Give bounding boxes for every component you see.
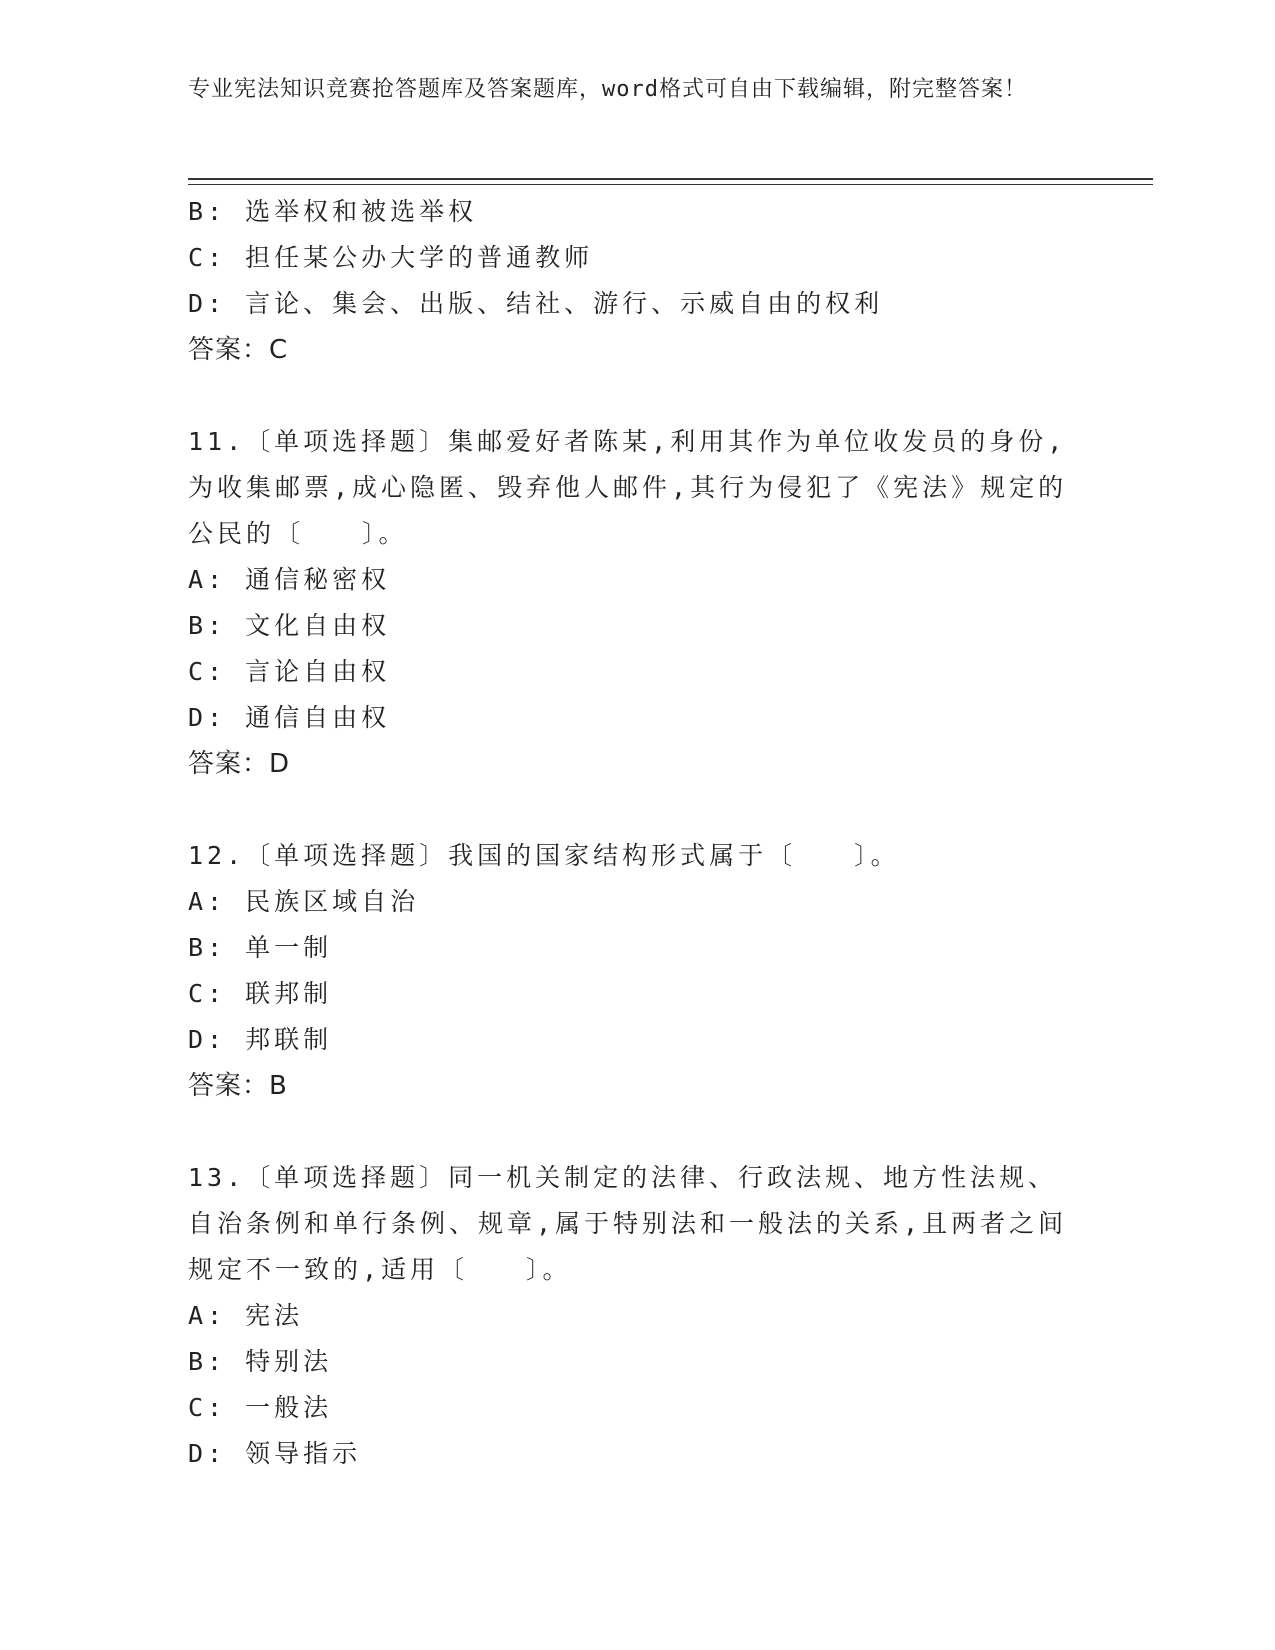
option-d: D: 通信自由权: [188, 703, 391, 732]
option-b: B: 单一制: [188, 933, 333, 962]
spacer: [188, 373, 1088, 419]
option-a: A: 民族区域自治: [188, 887, 420, 916]
option-c: C: 联邦制: [188, 979, 333, 1008]
option-b: B: 特别法: [188, 1347, 333, 1376]
option-c: C: 言论自由权: [188, 657, 391, 686]
header-rule-thick: [188, 178, 1153, 180]
question-stem: 11.〔单项选择题〕集邮爱好者陈某,利用其作为单位收发员的身份,为收集邮票,成心隐匿、毁弃他人邮件,其行为侵犯了《宪法》规定的公民的〔 〕。: [188, 427, 1068, 548]
option-a: A: 通信秘密权: [188, 565, 391, 594]
question-content: [188, 189, 1088, 1477]
question-12: [188, 833, 1088, 1109]
option-d: D: 言论、集会、出版、结社、游行、示威自由的权利: [188, 289, 884, 318]
answer-line: 答案：D: [188, 749, 291, 779]
option-c: C: 担任某公办大学的普通教师: [188, 243, 594, 272]
header-rule-thin: [188, 184, 1153, 185]
question-stem: 12.〔单项选择题〕我国的国家结构形式属于〔 〕。: [188, 841, 900, 870]
question-stem: 13.〔单项选择题〕同一机关制定的法律、行政法规、地方性法规、自治条例和单行条例、规章,属于特别法和一般法的关系,且两者之间规定不一致的,适用〔 〕。: [188, 1163, 1068, 1284]
answer-line: 答案：B: [188, 1071, 288, 1101]
spacer: [188, 787, 1088, 833]
question-11: [188, 419, 1088, 787]
question-13: [188, 1155, 1088, 1477]
option-b: B: 文化自由权: [188, 611, 391, 640]
answer-line: 答案：C: [188, 335, 289, 365]
option-c: C: 一般法: [188, 1393, 333, 1422]
document-header: 专业宪法知识竞赛抢答题库及答案题库，word格式可自由下载编辑，附完整答案！: [188, 77, 1027, 102]
option-a: A: 宪法: [188, 1301, 304, 1330]
spacer: [188, 1109, 1088, 1155]
option-d: D: 邦联制: [188, 1025, 333, 1054]
option-b: B: 选举权和被选举权: [188, 197, 478, 226]
option-d: D: 领导指示: [188, 1439, 362, 1468]
question-10-tail: [188, 189, 1088, 373]
